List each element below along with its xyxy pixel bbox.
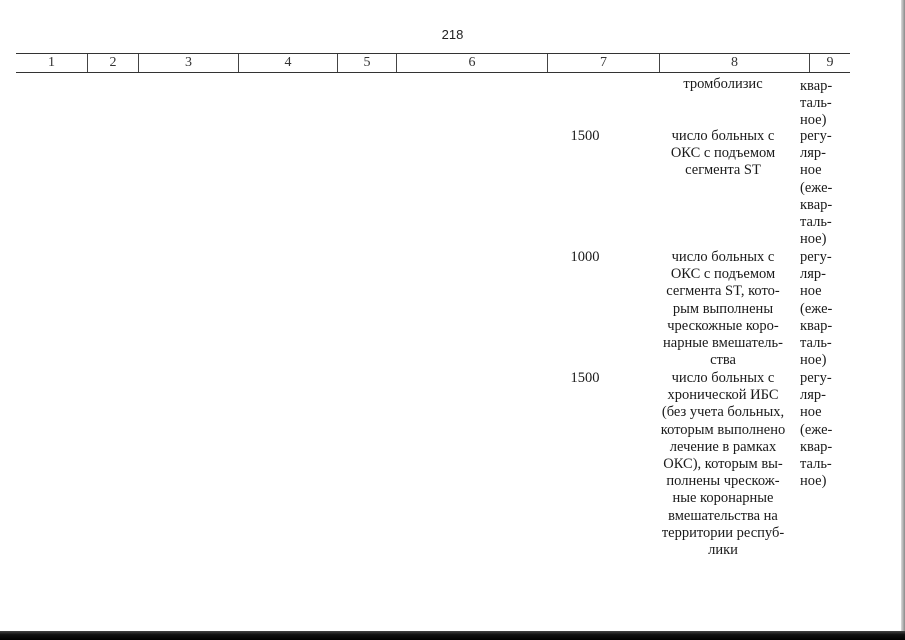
row-3-indicator: число больных с ОКС с подъемом сегмента ST, кото- рым выполнены чрескожные коро- нарные вмешатель- ства xyxy=(663,249,783,369)
header-col-3: 3 xyxy=(138,54,238,72)
header-col-2: 2 xyxy=(87,54,138,72)
header-col-4: 4 xyxy=(238,54,337,72)
table-header-row xyxy=(16,53,850,73)
row-4-indicator: число больных с хронической ИБС (без учета больных, которым выполнено лечение в рамках ОКС), которым вы- полнены чрескож- ные коронарные вмешательства на территории респуб- лики xyxy=(660,370,786,559)
scan-edge-bottom xyxy=(0,631,905,640)
page-number: 218 xyxy=(441,27,464,42)
header-col-7: 7 xyxy=(547,54,659,72)
header-col-9: 9 xyxy=(809,54,850,72)
row-3-periodicity: регу- ляр- ное (еже- квар- таль- ное) xyxy=(800,249,833,369)
header-col-8: 8 xyxy=(659,54,809,72)
row-4-periodicity: регу- ляр- ное (еже- квар- таль- ное) xyxy=(800,370,833,490)
header-col-5: 5 xyxy=(337,54,396,72)
row-2-value: 1500 xyxy=(570,128,600,144)
row-2-indicator: число больных с ОКС с подъемом сегмента ST xyxy=(670,128,776,179)
row-1-indicator: тромболизис xyxy=(683,76,763,92)
scan-edge-right xyxy=(901,0,905,640)
row-1-periodicity: квар- таль- ное) xyxy=(800,78,833,129)
row-3-value: 1000 xyxy=(570,249,600,265)
header-col-1: 1 xyxy=(48,55,55,70)
header-col-6: 6 xyxy=(396,54,547,72)
row-2-periodicity: регу- ляр- ное (еже- квар- таль- ное) xyxy=(800,128,833,248)
row-4-value: 1500 xyxy=(570,370,600,386)
